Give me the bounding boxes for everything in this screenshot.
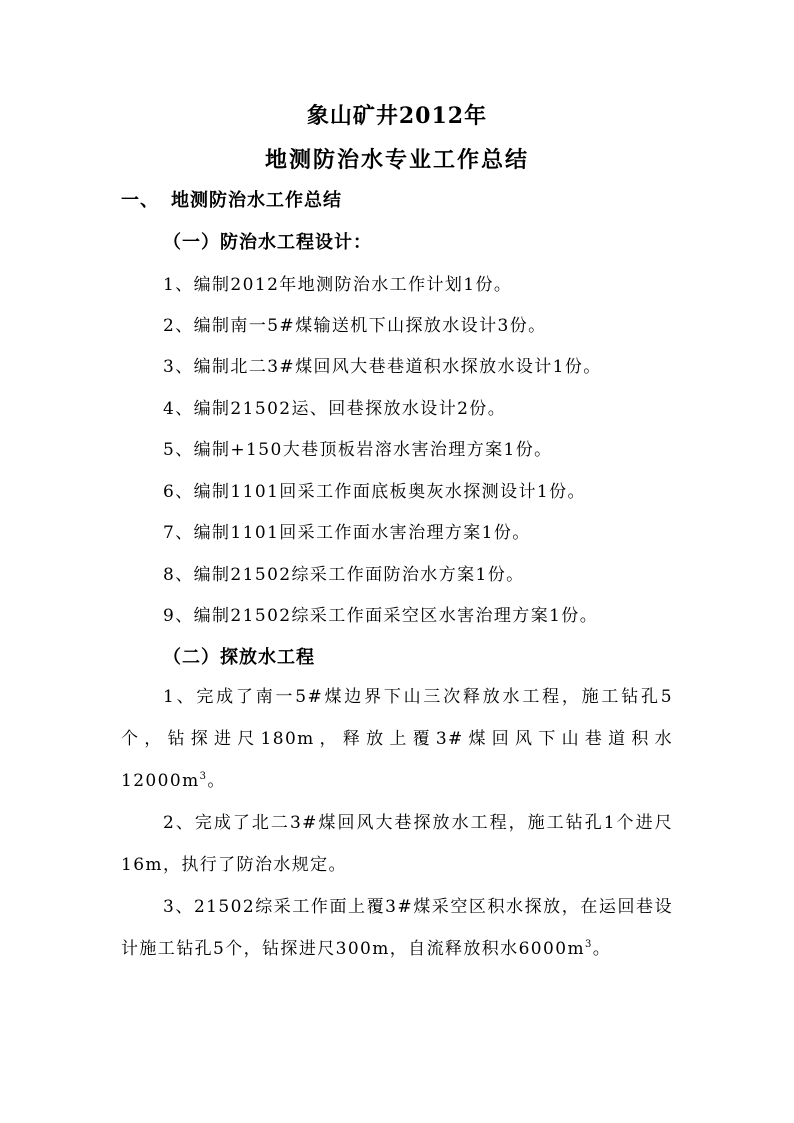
section-heading (121, 188, 342, 214)
document-title-line1: 象山矿井2012年 (306, 103, 488, 129)
list-item: 1、编制2012年地测防治水工作计划1份。 (163, 275, 513, 295)
superscript: 3 (584, 939, 593, 950)
section-title: 地测防治水工作总结 (171, 190, 342, 211)
list-item: 7、编制1101回采工作面水害治理方案1份。 (163, 523, 531, 543)
list-item: 9、编制21502综采工作面采空区水害治理方案1份。 (163, 606, 599, 626)
list-item: 8、编制21502综采工作面防治水方案1份。 (163, 565, 525, 585)
subsection-heading-drainage: （二）探放水工程 (163, 647, 315, 668)
paragraph-1-tail: 。 (207, 771, 226, 791)
list-item: 5、编制+150大巷顶板岩溶水害治理方案1份。 (163, 440, 553, 460)
paragraph-3-text: 3、21502综采工作面上覆3#煤采空区积水探放，在运回巷设计施工钻孔5个，钻探进尺300m，自流释放积水6000m (121, 897, 673, 959)
subsection-heading-design: （一）防治水工程设计： (163, 232, 372, 253)
section-number: 一、 (121, 190, 159, 211)
paragraph-3 (121, 886, 673, 970)
paragraph-1-text: 1、完成了南一5#煤边界下山三次释放水工程，施工钻孔5个，钻探进尺180m，释放上覆3#煤回风下山巷道积水12000m (121, 687, 673, 791)
list-item: 6、编制1101回采工作面底板奥灰水探测设计1份。 (163, 482, 586, 502)
document-title-line2: 地测防治水专业工作总结 (264, 147, 529, 173)
list-item: 3、编制北二3#煤回风大巷巷道积水探放水设计1份。 (163, 357, 602, 377)
superscript: 3 (199, 771, 208, 782)
paragraph-2 (121, 802, 673, 886)
list-item: 2、编制南一5#煤输送机下山探放水设计3份。 (163, 316, 547, 336)
paragraph-3-tail: 。 (592, 939, 612, 959)
paragraph-1 (121, 676, 673, 802)
paragraph-2-text: 2、完成了北二3#煤回风大巷探放水工程，施工钻孔1个进尺16m，执行了防治水规定。 (121, 813, 673, 875)
list-item: 4、编制21502运、回巷探放水设计2份。 (163, 399, 507, 419)
